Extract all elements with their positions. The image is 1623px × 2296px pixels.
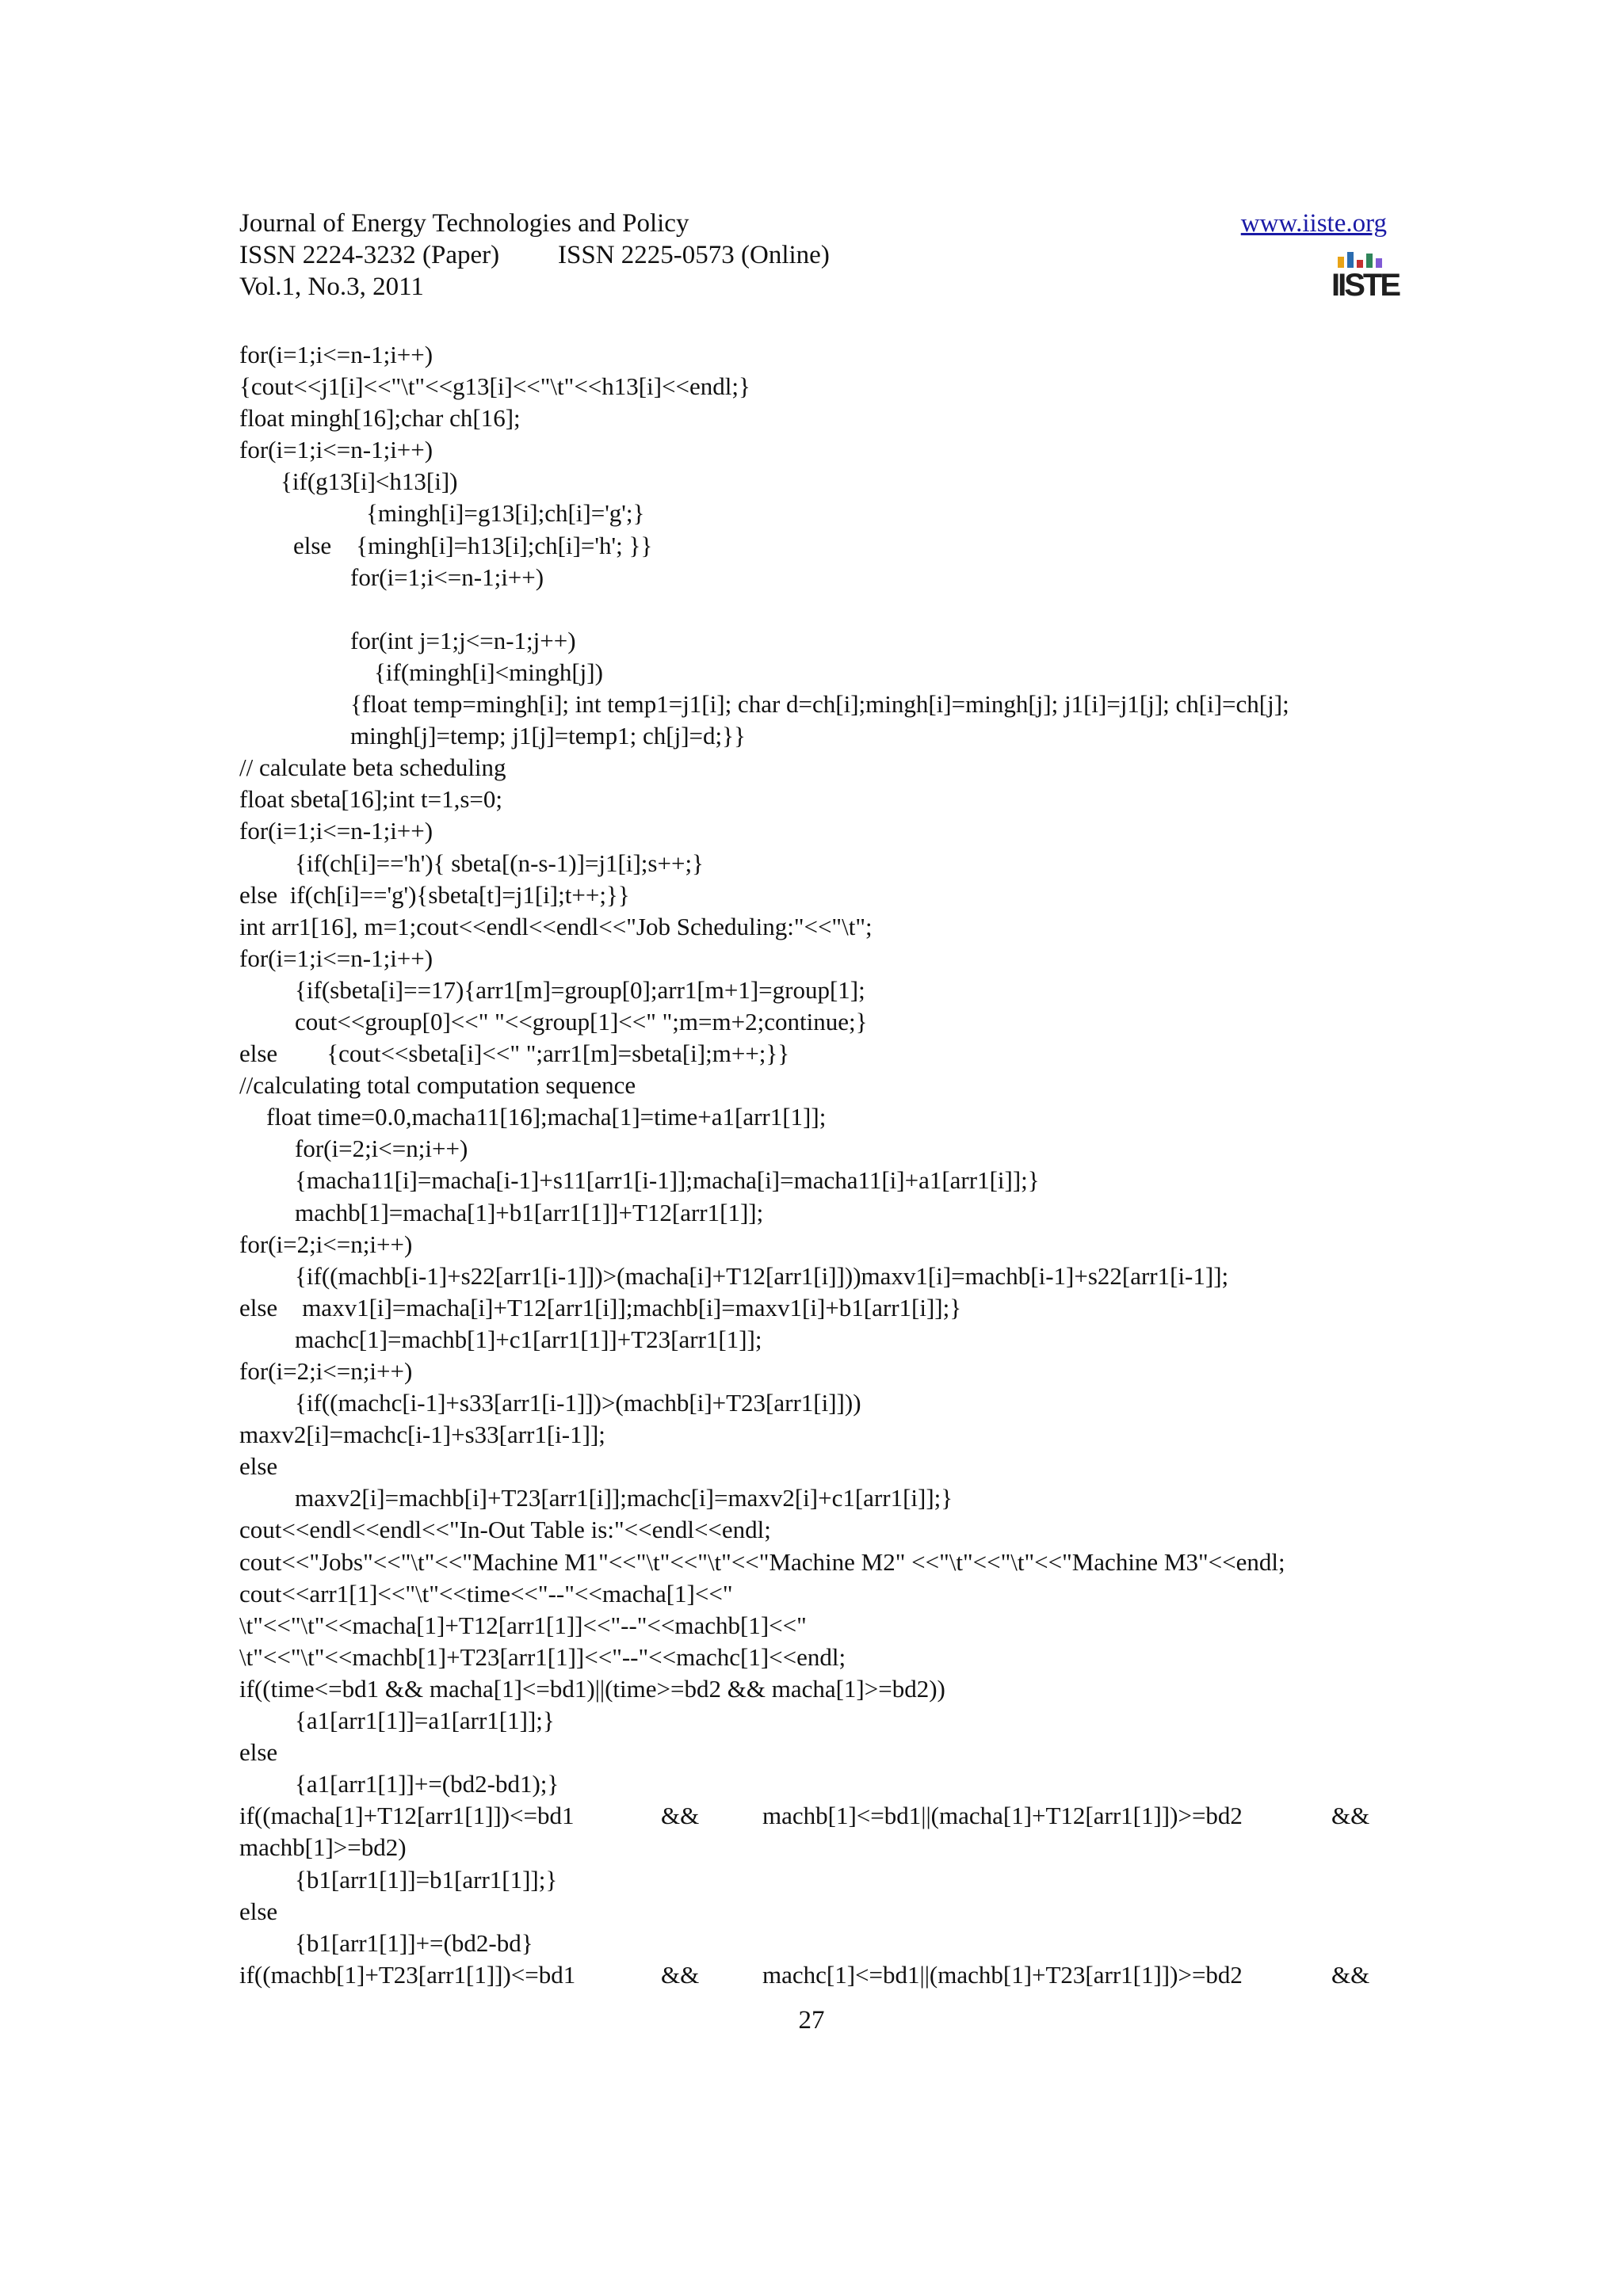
code-line bbox=[239, 1959, 1396, 1991]
code-line: for(i=1;i<=n-1;i++) bbox=[239, 817, 433, 845]
code-line: float sbeta[16];int t=1,s=0; bbox=[239, 785, 502, 814]
code-line: machb[1]=macha[1]+b1[arr1[1]]+T12[arr1[1]]; bbox=[295, 1198, 764, 1226]
code-line: for(i=1;i<=n-1;i++) bbox=[350, 563, 544, 591]
code-line: {a1[arr1[1]]+=(bd2-bd1);} bbox=[295, 1770, 559, 1798]
code-operator: && bbox=[1331, 1802, 1370, 1830]
journal-header bbox=[239, 208, 1400, 311]
code-line: machb[1]>=bd2) bbox=[239, 1833, 407, 1862]
code-line: else bbox=[239, 1452, 278, 1481]
code-listing bbox=[239, 339, 1396, 1991]
code-line: \t"<<"\t"<<macha[1]+T12[arr1[1]]<<"--"<<machb[1]<<" bbox=[239, 1611, 807, 1639]
logo-bars-icon bbox=[1336, 250, 1384, 268]
code-line: else maxv1[i]=macha[i]+T12[arr1[i]];machb[i]=maxv1[i]+b1[arr1[i]];} bbox=[239, 1293, 962, 1322]
code-line: {if(ch[i]=='h'){ sbeta[(n-s-1)]=j1[i];s++;} bbox=[295, 849, 704, 877]
website-link[interactable]: www.iiste.org bbox=[1240, 209, 1387, 238]
code-line: mingh[j]=temp; j1[j]=temp1; ch[j]=d;}} bbox=[350, 722, 746, 750]
code-segment: if((machb[1]+T23[arr1[1]])<=bd1 bbox=[239, 1960, 576, 1989]
code-line: for(i=2;i<=n;i++) bbox=[295, 1135, 468, 1163]
code-line: {if(sbeta[i]==17){arr1[m]=group[0];arr1[m+1]=group[1]; bbox=[295, 975, 865, 1004]
code-line: else bbox=[239, 1897, 278, 1925]
code-line: cout<<endl<<endl<<"In-Out Table is:"<<endl<<endl; bbox=[239, 1516, 771, 1544]
code-line: cout<<group[0]<<" "<<group[1]<<" ";m=m+2;continue;} bbox=[295, 1007, 868, 1035]
code-line: {b1[arr1[1]]+=(bd2-bd} bbox=[295, 1928, 533, 1957]
iiste-logo bbox=[1331, 250, 1400, 306]
journal-title: Journal of Energy Technologies and Policy bbox=[239, 209, 689, 238]
code-segment: if((macha[1]+T12[arr1[1]])<=bd1 bbox=[239, 1802, 575, 1830]
code-line bbox=[239, 1800, 1396, 1832]
code-line: maxv2[i]=machb[i]+T23[arr1[i]];machc[i]=maxv2[i]+c1[arr1[i]];} bbox=[295, 1484, 953, 1512]
logo-text: IISTE bbox=[1331, 268, 1400, 303]
code-line: machc[1]=machb[1]+c1[arr1[1]]+T23[arr1[1]]; bbox=[295, 1325, 762, 1353]
code-line: for(i=2;i<=n;i++) bbox=[239, 1230, 413, 1258]
code-line: {mingh[i]=g13[i];ch[i]='g';} bbox=[366, 499, 645, 528]
page-number: 27 bbox=[798, 2006, 825, 2035]
code-line: float time=0.0,macha11[16];macha[1]=time+a1[arr1[1]]; bbox=[266, 1103, 827, 1131]
code-line: for(i=1;i<=n-1;i++) bbox=[239, 436, 433, 464]
code-line: float mingh[16];char ch[16]; bbox=[239, 404, 521, 433]
code-line: else bbox=[239, 1738, 278, 1767]
code-line: {a1[arr1[1]]=a1[arr1[1]];} bbox=[295, 1707, 555, 1735]
code-line: maxv2[i]=machc[i-1]+s33[arr1[i-1]]; bbox=[239, 1421, 605, 1449]
code-line: // calculate beta scheduling bbox=[239, 753, 506, 782]
code-operator: && bbox=[1331, 1960, 1370, 1989]
code-operator: && bbox=[661, 1960, 700, 1989]
code-line: //calculating total computation sequence bbox=[239, 1071, 636, 1100]
code-line: {if((machb[i-1]+s22[arr1[i-1]])>(macha[i]+T12[arr1[i]]))maxv1[i]=machb[i-1]+s22[arr1[i-1]]; bbox=[295, 1261, 1229, 1290]
code-line: else {cout<<sbeta[i]<<" ";arr1[m]=sbeta[i];m++;}} bbox=[239, 1039, 790, 1068]
code-line: for(i=1;i<=n-1;i++) bbox=[239, 341, 433, 368]
code-segment: machb[1]<=bd1||(macha[1]+T12[arr1[1]])>=bd2 bbox=[762, 1802, 1243, 1830]
code-line: {float temp=mingh[i]; int temp1=j1[i]; char d=ch[i];mingh[i]=mingh[j]; j1[i]=j1[j]; ch[i]=ch[j]; bbox=[350, 690, 1289, 719]
code-line: for(i=1;i<=n-1;i++) bbox=[239, 944, 433, 972]
code-line: \t"<<"\t"<<machb[1]+T23[arr1[1]]<<"--"<<machc[1]<<endl; bbox=[239, 1642, 846, 1671]
code-line: {b1[arr1[1]]=b1[arr1[1]];} bbox=[295, 1865, 558, 1894]
code-line: cout<<"Jobs"<<"\t"<<"Machine M1"<<"\t"<<"\t"<<"Machine M2" <<"\t"<<"\t"<<"Machine M3"<<endl; bbox=[239, 1547, 1285, 1576]
code-line: {if(mingh[i]<mingh[j]) bbox=[374, 658, 603, 686]
code-line bbox=[239, 593, 1396, 625]
issn-paper: ISSN 2224-3232 (Paper) bbox=[239, 241, 500, 269]
code-line: {if((machc[i-1]+s33[arr1[i-1]])>(machb[i]+T23[arr1[i]])) bbox=[295, 1389, 861, 1417]
issn-online: ISSN 2225-0573 (Online) bbox=[558, 241, 830, 269]
code-line: cout<<arr1[1]<<"\t"<<time<<"--"<<macha[1]<<" bbox=[239, 1579, 733, 1608]
code-line: else {mingh[i]=h13[i];ch[i]='h'; }} bbox=[293, 531, 653, 559]
code-line: {macha11[i]=macha[i-1]+s11[arr1[i-1]];macha[i]=macha11[i]+a1[arr1[i]];} bbox=[295, 1166, 1040, 1195]
code-operator: && bbox=[661, 1802, 700, 1830]
code-line: if((time<=bd1 && macha[1]<=bd1)||(time>=bd2 && macha[1]>=bd2)) bbox=[239, 1674, 945, 1703]
code-line: for(i=2;i<=n;i++) bbox=[239, 1357, 413, 1385]
code-line: {cout<<j1[i]<<"\t"<<g13[i]<<"\t"<<h13[i]<<endl;} bbox=[239, 372, 750, 401]
code-segment: machc[1]<=bd1||(machb[1]+T23[arr1[1]])>=bd2 bbox=[762, 1960, 1243, 1989]
volume-info: Vol.1, No.3, 2011 bbox=[239, 273, 424, 301]
code-line: else if(ch[i]=='g'){sbeta[t]=j1[i];t++;}} bbox=[239, 880, 630, 909]
code-line: {if(g13[i]<h13[i]) bbox=[281, 467, 458, 496]
code-line: for(int j=1;j<=n-1;j++) bbox=[350, 626, 576, 654]
code-line: int arr1[16], m=1;cout<<endl<<endl<<"Job Scheduling:"<<"\t"; bbox=[239, 912, 873, 940]
